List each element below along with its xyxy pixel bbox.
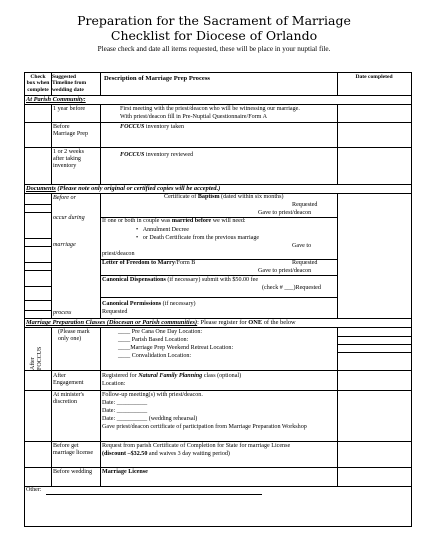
rehearsal-date: Date: __________ (wedding rehearsal) bbox=[102, 416, 198, 422]
marriage-license: Marriage License bbox=[102, 469, 148, 475]
license-request-timeline: Before get marriage license bbox=[53, 443, 94, 457]
option-convalidation: ____ Convalidation Location: bbox=[118, 353, 192, 359]
title-line-2: Checklist for Diocese of Orlando bbox=[110, 28, 318, 43]
follow-up-date-2: Date: __________ bbox=[102, 408, 148, 414]
baptism-requested: Requested bbox=[292, 202, 318, 208]
questionnaire-text: With priest/deacon fill in Pre-Nuptial Questionnaire/Form A bbox=[120, 114, 267, 120]
parish-timeline-2: Before Marriage Prep bbox=[53, 124, 89, 138]
table-frame bbox=[24, 72, 412, 527]
nfp-registration: Registered for Natural Family Planning class (optional) bbox=[102, 373, 242, 379]
other-label: Other: bbox=[26, 487, 42, 493]
freedom-requested: Requested bbox=[292, 260, 318, 266]
death-certificate-item: • or Death Certificate from the previous marriage bbox=[136, 235, 260, 241]
canonical-permissions: Canonical Permissions (if necessary) bbox=[102, 301, 196, 307]
parish-timeline-1: 1 year before bbox=[53, 106, 86, 112]
annulment-gave-to: Gave to bbox=[292, 243, 312, 249]
header-check: Check box when complete bbox=[26, 74, 50, 93]
option-parish-based: ____ Parish Based Location: bbox=[118, 337, 189, 343]
checklist-table bbox=[24, 72, 412, 527]
permissions-requested: Requested bbox=[102, 309, 128, 315]
certificate-participation: Gave priest/deacon certificate of participation from Marriage Preparation Workshop bbox=[102, 424, 307, 430]
discretion-timeline: At minister's discretion bbox=[53, 392, 85, 406]
header-description: Description of Marriage Prep Process bbox=[104, 75, 210, 82]
foccus-taken: FOCCUS inventory taken bbox=[120, 124, 184, 130]
title-line-1: Preparation for the Sacrament of Marriage bbox=[77, 13, 351, 28]
license-discount: (discount –$32.50 and waives 3 day waiting period) bbox=[102, 451, 230, 457]
documents-before: Before or bbox=[53, 195, 76, 201]
header-date: Date completed bbox=[355, 74, 393, 80]
section-documents: Documents (Please note only original or certified copies will be accepted.) bbox=[26, 185, 221, 192]
foccus-reviewed: FOCCUS inventory reviewed bbox=[120, 152, 194, 158]
baptism-gave: Gave to priest/deacon bbox=[258, 210, 312, 216]
other-line[interactable] bbox=[46, 494, 262, 495]
please-mark-note: (Please mark only one) bbox=[58, 329, 90, 343]
option-pre-cana: ____ Pre Cana One Day Location: bbox=[118, 329, 203, 335]
option-weekend-retreat: ____Marriage Prep Weekend Retreat Location: bbox=[118, 345, 234, 351]
parish-timeline-3: 1 or 2 weeks after taking inventory bbox=[53, 149, 84, 170]
documents-marriage: marriage bbox=[53, 242, 76, 248]
license-timeline: Before wedding bbox=[53, 469, 93, 475]
baptism-certificate: Certificate of Baptism (dated within six months) bbox=[164, 194, 284, 200]
freedom-gave: Gave to priest/deacon bbox=[258, 268, 312, 274]
section-parish: At Parish Community: bbox=[26, 96, 86, 103]
annulment-item: • Annulment Decree bbox=[136, 227, 189, 233]
canonical-dispensations: Canonical Dispensations (if necessary) submit with $50.00 fee bbox=[102, 277, 259, 283]
after-foccus-label: After FOCCUS bbox=[30, 346, 43, 370]
nfp-location: Location: bbox=[102, 381, 126, 387]
freedom-letter: Letter of Freedom to Marry/Form B bbox=[102, 260, 196, 266]
married-before-text: If one or both in couple was married before we will need: bbox=[102, 218, 246, 224]
documents-occur: occur during bbox=[53, 215, 85, 221]
header-timeline: Suggested Timeline from wedding date bbox=[52, 74, 87, 93]
instructions: Please check and date all items requested, these will be place in your nuptial file. bbox=[97, 45, 331, 53]
certificate-completion: Request from parish Certificate of Completion for State for marriage License bbox=[102, 443, 291, 449]
section-classes: Marriage Preparation Classes (Diocesan or Parish communities): Please register for ONE of the below bbox=[26, 319, 296, 326]
annulment-priest-deacon: priest/deacon bbox=[102, 251, 135, 257]
first-meeting-text: First meeting with the priest/deacon who will be witnessing our marriage. bbox=[120, 106, 300, 112]
nfp-timeline: After Engagement bbox=[53, 373, 84, 387]
follow-up-date-1: Date: __________ bbox=[102, 400, 148, 406]
follow-up-meeting: Follow-up meeting(s) with priest/deacon. bbox=[102, 392, 203, 398]
dispensation-check: (check # ___)Requested bbox=[262, 285, 321, 291]
documents-process: process bbox=[53, 310, 72, 316]
